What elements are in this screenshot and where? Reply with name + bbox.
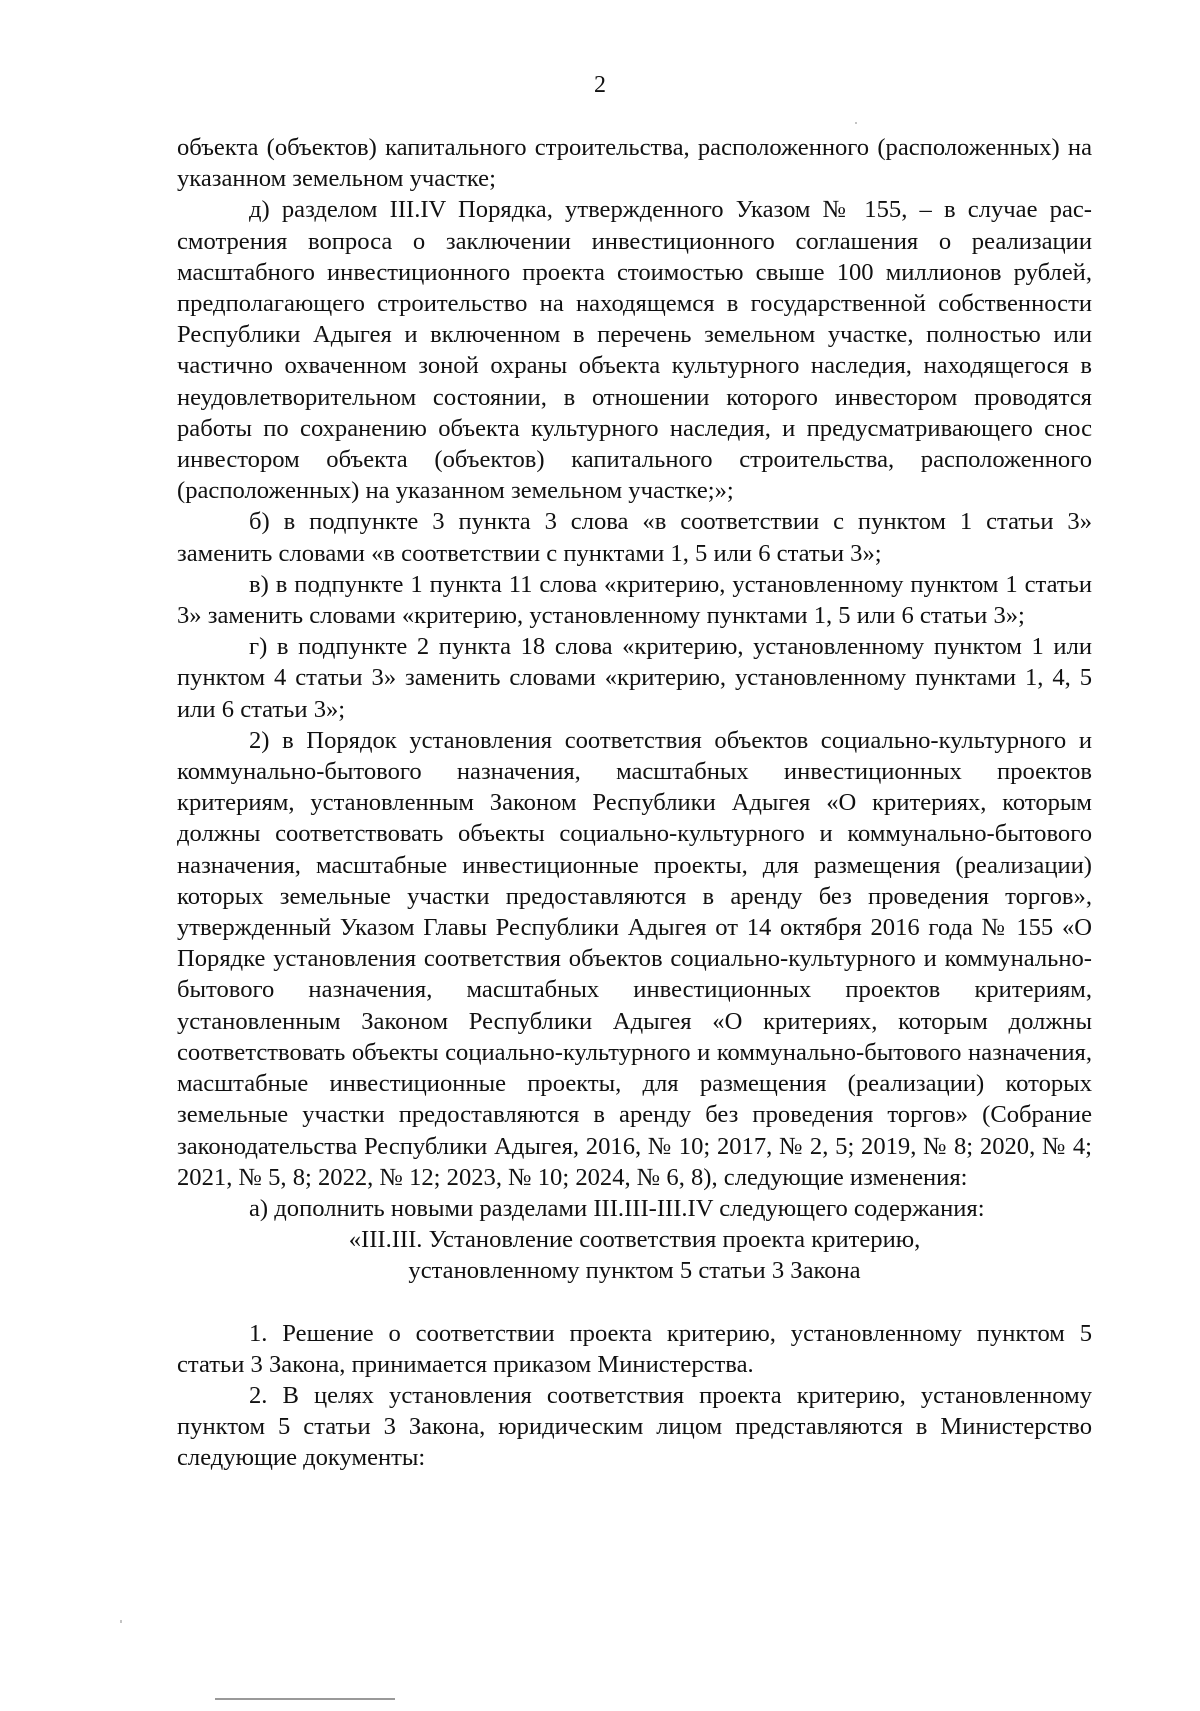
paragraph-item-d: д) разделом III.IV Порядка, утвержденного Указом № 155, – в случае рассмотрения вопроса о заключении инвестиционного соглашения о реализации масштабного инвестиционного проекта стоимостью свыше 100 миллионов рублей, предполагающего строительство на находящемся в государственной собственности Республики Адыгея и включенном в перечень земельном участке, полностью или частично охваченном зоной охраны объекта культурного наследия, находящегося в неудовлетворительном состоянии, в отношении которого инвестором проводятся работы по сохранению объекта культурного наследия, и предусматривающего снос инвестором объекта (объектов) капитального строительства, расположенного (расположенных) на указанном земельном участке;»; (177, 196, 1092, 505)
section-item-1: 1. Решение о соответствии проекта критерию, установленному пунктом 5 статьи 3 Закона, принимается приказом Министерства. (177, 1319, 1092, 1378)
section-heading-line-1: «III.III. Установление соответствия проекта критерию, (348, 1226, 921, 1254)
paragraph-item-2: 2) в Порядок установления соответствия объектов социально-культурного и коммунально-бытового назначения, масштабных инвестиционных проектов критериям, установленным Законом Республики Адыгея «О критериях, которым должны соответствовать объекты социально-культурного и коммунально-бытового назначения, масштабные инвестиционные проекты, для размещения (реализации) которых земельные участки предоставляются в аренду без проведения торгов», утвержденный Указом Главы Республики Адыгея от 14 октября 2016 года № 155 «О Порядке установления соответствия объектов социально-культурного и коммунально-бытового назначения, масштабных инвестиционных проектов критериям, установленным Законом Республики Адыгея «О критериях, которым должны соответствовать объекты социально-культурного и коммунально-бытового назначения, масштабные инвестиционные проекты, для размещения (реализации) которых земельные участки предоставляются в аренду без проведения торгов» (Собрание законодательства Республики Адыгея, 2016, № 10; 2017, № 2, 5; 2019, № 8; 2020, № 4; 2021, № 5, 8; 2022, № 12; 2023, № 10; 2024, № 6, 8), следующие изменения: (177, 726, 1092, 1191)
scan-edge-artifact (215, 1698, 395, 1700)
paragraph-continuation: объекта (объектов) капитального строительства, расположенного (расположенных) на указанном земельном участке; (177, 134, 1092, 193)
page-number: 2 (594, 72, 606, 98)
section-heading-line-2: установленному пунктом 5 статьи 3 Закона (408, 1257, 861, 1285)
paragraph-item-g: г) в подпункте 2 пункта 18 слова «критерию, установленному пунктом 1 или пунктом 4 статьи 3» заменить словами «критерию, установленному пунктами 1, 4, 5 или 6 статьи 3»; (177, 633, 1092, 723)
paragraph-item-v: в) в подпункте 1 пункта 11 слова «критерию, установленному пунктом 1 статьи 3» заменить словами «критерию, установленному пунктами 1, 5 или 6 статьи 3»; (177, 570, 1092, 630)
scan-speck (855, 122, 857, 124)
paragraph-item-b: б) в подпункте 3 пункта 3 слова «в соответствии с пунктом 1 статьи 3» заменить словами «в соответствии с пунктами 1, 5 или 6 статьи 3»; (177, 508, 1092, 567)
document-body (177, 132, 1092, 1474)
paragraph-item-a: а) дополнить новыми разделами III.III-III.IV следующего содержания: (249, 1194, 985, 1222)
section-item-2: 2. В целях установления соответствия проекта критерию, установленному пунктом 5 статьи 3 Закона, юридическим лицом представляются в Министерство следующие документы: (177, 1381, 1092, 1472)
scan-speck (120, 1620, 122, 1623)
